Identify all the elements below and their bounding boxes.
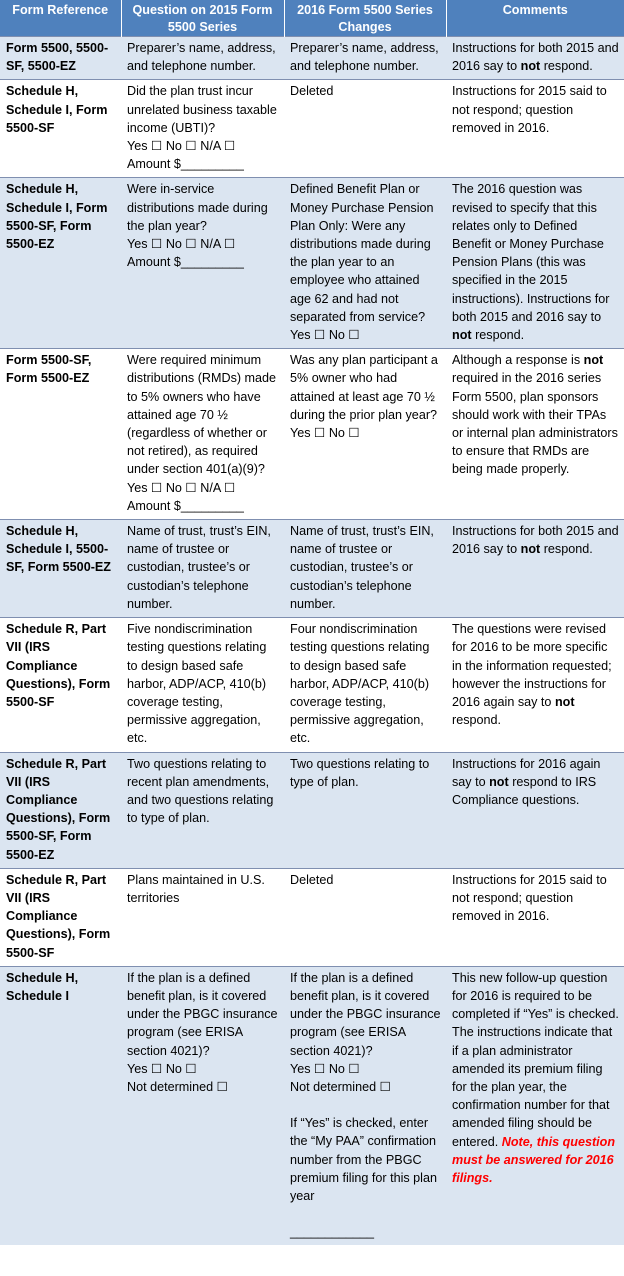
comment-text: Although a response is	[452, 353, 584, 368]
spacer	[290, 1096, 442, 1114]
comment-text-end: respond.	[540, 542, 593, 557]
changes-2016-cell	[284, 966, 446, 1245]
changes-2016-cell	[284, 868, 446, 966]
question-2015-cell	[121, 37, 284, 80]
comment-text: Instructions for 2015 said to not respond; question removed in 2016.	[452, 84, 607, 135]
form-reference-cell: Schedule R, Part VII (IRS Compliance Questions), Form 5500-SF	[0, 618, 121, 752]
header-row	[0, 0, 624, 37]
table-row	[0, 178, 624, 349]
cell-line: If the plan is a defined benefit plan, is it covered under the PBGC insurance program (see ERISA section 4021)?	[127, 970, 278, 1058]
cell-line: Name of trust, trust’s EIN, name of trustee or custodian, trustee’s or custodian’s telephone number.	[290, 524, 434, 611]
changes-2016-cell	[284, 80, 446, 178]
checkbox-line: Not determined ☐	[127, 1079, 228, 1094]
cell-line: Five nondiscrimination testing questions relating to design based safe harbor, ADP/ACP, 410(b) coverage testing, permissive aggregation, etc.	[127, 622, 267, 746]
changes-2016-cell	[284, 520, 446, 618]
comment-text: This new follow-up question for 2016 is required to be completed if “Yes” is checked. The instructions indicate that if a plan administrator amended its premium filing for the plan year, the confirmation number for that amended filing should be entered.	[452, 970, 619, 1149]
table-row	[0, 80, 624, 178]
table-row	[0, 520, 624, 618]
table-row	[0, 868, 624, 966]
cell-line: Were required minimum distributions (RMDs) made to 5% owners who have attained age 70 ½ (regardless of whether or not retired), as required under section 401(a)(9)?	[127, 353, 277, 477]
form-reference-cell: Form 5500-SF, Form 5500-EZ	[0, 349, 121, 520]
cell-line: If the plan is a defined benefit plan, is it covered under the PBGC insurance program (see ERISA section 4021)?	[290, 970, 441, 1058]
checkbox-line: Yes ☐ No ☐	[127, 1061, 197, 1076]
question-2015-cell	[121, 618, 284, 752]
blank-line: ____________	[290, 1225, 375, 1240]
comment-text: Instructions for both 2015 and 2016 say to	[452, 524, 619, 557]
comment-bold: not	[520, 59, 541, 74]
cell-line: Preparer’s name, address, and telephone number.	[290, 41, 439, 74]
cell-line: Four nondiscrimination testing questions relating to design based safe harbor, ADP/ACP, 410(b) coverage testing, permissive aggregation, etc.	[290, 622, 430, 746]
comments-cell	[446, 966, 624, 1245]
cell-line: Plans maintained in U.S. territories	[127, 872, 265, 905]
cell-line: If “Yes” is checked, enter the “My PAA” confirmation number from the PBGC premium filing for this plan year	[290, 1116, 437, 1203]
checkbox-line: Yes ☐ No ☐ N/A ☐	[127, 139, 236, 154]
comment-bold: not	[583, 353, 604, 368]
comment-bold: not	[489, 774, 509, 789]
form-reference-cell: Schedule H, Schedule I	[0, 966, 121, 1245]
cell-line: Preparer’s name, address, and telephone number.	[127, 41, 276, 74]
changes-2016-cell	[284, 349, 446, 520]
cell-line: Was any plan participant a 5% owner who had attained at least age 70 ½ during the prior plan year?	[290, 353, 438, 422]
comments-cell	[446, 80, 624, 178]
question-2015-cell	[121, 80, 284, 178]
form-reference-cell: Schedule H, Schedule I, 5500-SF, Form 5500-EZ	[0, 520, 121, 618]
comments-cell	[446, 37, 624, 80]
comment-text-end: respond.	[540, 59, 593, 74]
changes-2016-cell	[284, 618, 446, 752]
header-question-2015: Question on 2015 Form 5500 Series	[121, 0, 284, 37]
checkbox-line: Not determined ☐	[290, 1079, 391, 1094]
cell-line: Did the plan trust incur unrelated business taxable income (UBTI)?	[127, 84, 277, 135]
cell-line: Deleted	[290, 84, 334, 99]
cell-line: Two questions relating to recent plan amendments, and two questions relating to type of plan.	[127, 756, 274, 826]
changes-2016-cell	[284, 37, 446, 80]
comment-text-end: respond.	[471, 328, 525, 343]
form-reference-cell: Schedule R, Part VII (IRS Compliance Questions), Form 5500-SF, Form 5500-EZ	[0, 752, 121, 868]
amount-line: Amount $_________	[127, 255, 244, 270]
question-2015-cell	[121, 752, 284, 868]
comment-text: Instructions for 2016 again say to	[452, 756, 601, 789]
comment-bold: not	[520, 542, 541, 557]
comment-bold: not	[452, 328, 472, 343]
comment-text: Instructions for both 2015 and 2016 say to	[452, 41, 619, 74]
header-changes-2016: 2016 Form 5500 Series Changes	[284, 0, 446, 37]
question-2015-cell	[121, 520, 284, 618]
changes-2016-cell	[284, 178, 446, 349]
form-reference-cell: Schedule H, Schedule I, Form 5500-SF	[0, 80, 121, 178]
comment-text-end: respond to IRS Compliance questions.	[452, 774, 597, 807]
form-reference-cell: Schedule H, Schedule I, Form 5500-SF, Form 5500-EZ	[0, 178, 121, 349]
comment-text-end: respond.	[452, 713, 502, 728]
checkbox-line: Yes ☐ No ☐ N/A ☐	[127, 480, 236, 495]
changes-2016-cell	[284, 752, 446, 868]
form-reference-cell: Schedule R, Part VII (IRS Compliance Questions), Form 5500-SF	[0, 868, 121, 966]
table-row	[0, 37, 624, 80]
table-row	[0, 618, 624, 752]
comment-bold: not	[554, 694, 575, 709]
amount-line: Amount $_________	[127, 157, 244, 172]
cell-line: Were in-service distributions made during the plan year?	[127, 182, 268, 233]
comment-note: Note, this question must be answered for 2016 filings.	[452, 1134, 616, 1185]
checkbox-line: Yes ☐ No ☐	[290, 426, 360, 441]
question-2015-cell	[121, 966, 284, 1245]
cell-line: Defined Benefit Plan or Money Purchase Pension Plan Only: Were any distributions made during the plan year to an employee who attained age 62 and had not separated from service?	[290, 182, 434, 324]
comments-cell	[446, 752, 624, 868]
comment-text: The 2016 question was revised to specify that this relates only to Defined Benefit or Money Purchase Pension Plans (this was specified in the 2015 instructions). Instructions for both 2015 and 2016 say to	[452, 182, 610, 324]
question-2015-cell	[121, 178, 284, 349]
form-reference-cell: Form 5500, 5500-SF, 5500-EZ	[0, 37, 121, 80]
comments-cell	[446, 868, 624, 966]
header-form-reference: Form Reference	[0, 0, 121, 37]
comment-text: The questions were revised for 2016 to be more specific in the information requested; however the instructions for 2016 again say to	[452, 622, 612, 709]
cell-line: Two questions relating to type of plan.	[290, 756, 430, 789]
question-2015-cell	[121, 349, 284, 520]
comment-text-end: required in the 2016 series Form 5500, plan sponsors should work with their TPAs or internal plan administrators to ensure that RMDs are being made properly.	[452, 371, 618, 477]
amount-line: Amount $_________	[127, 498, 244, 513]
comment-text: Instructions for 2015 said to not respond; question removed in 2016.	[452, 872, 607, 924]
header-comments: Comments	[446, 0, 624, 37]
cell-line: Deleted	[290, 872, 334, 887]
table-row	[0, 966, 624, 1245]
spacer	[290, 1205, 442, 1223]
checkbox-line: Yes ☐ No ☐	[290, 328, 360, 343]
comments-cell	[446, 349, 624, 520]
comments-cell	[446, 178, 624, 349]
comments-cell	[446, 618, 624, 752]
question-2015-cell	[121, 868, 284, 966]
checkbox-line: Yes ☐ No ☐	[290, 1061, 360, 1076]
table-row	[0, 752, 624, 868]
cell-line: Name of trust, trust’s EIN, name of trustee or custodian, trustee’s or custodian’s telephone number.	[127, 524, 271, 611]
checkbox-line: Yes ☐ No ☐ N/A ☐	[127, 237, 236, 252]
comments-cell	[446, 520, 624, 618]
table-row	[0, 349, 624, 520]
